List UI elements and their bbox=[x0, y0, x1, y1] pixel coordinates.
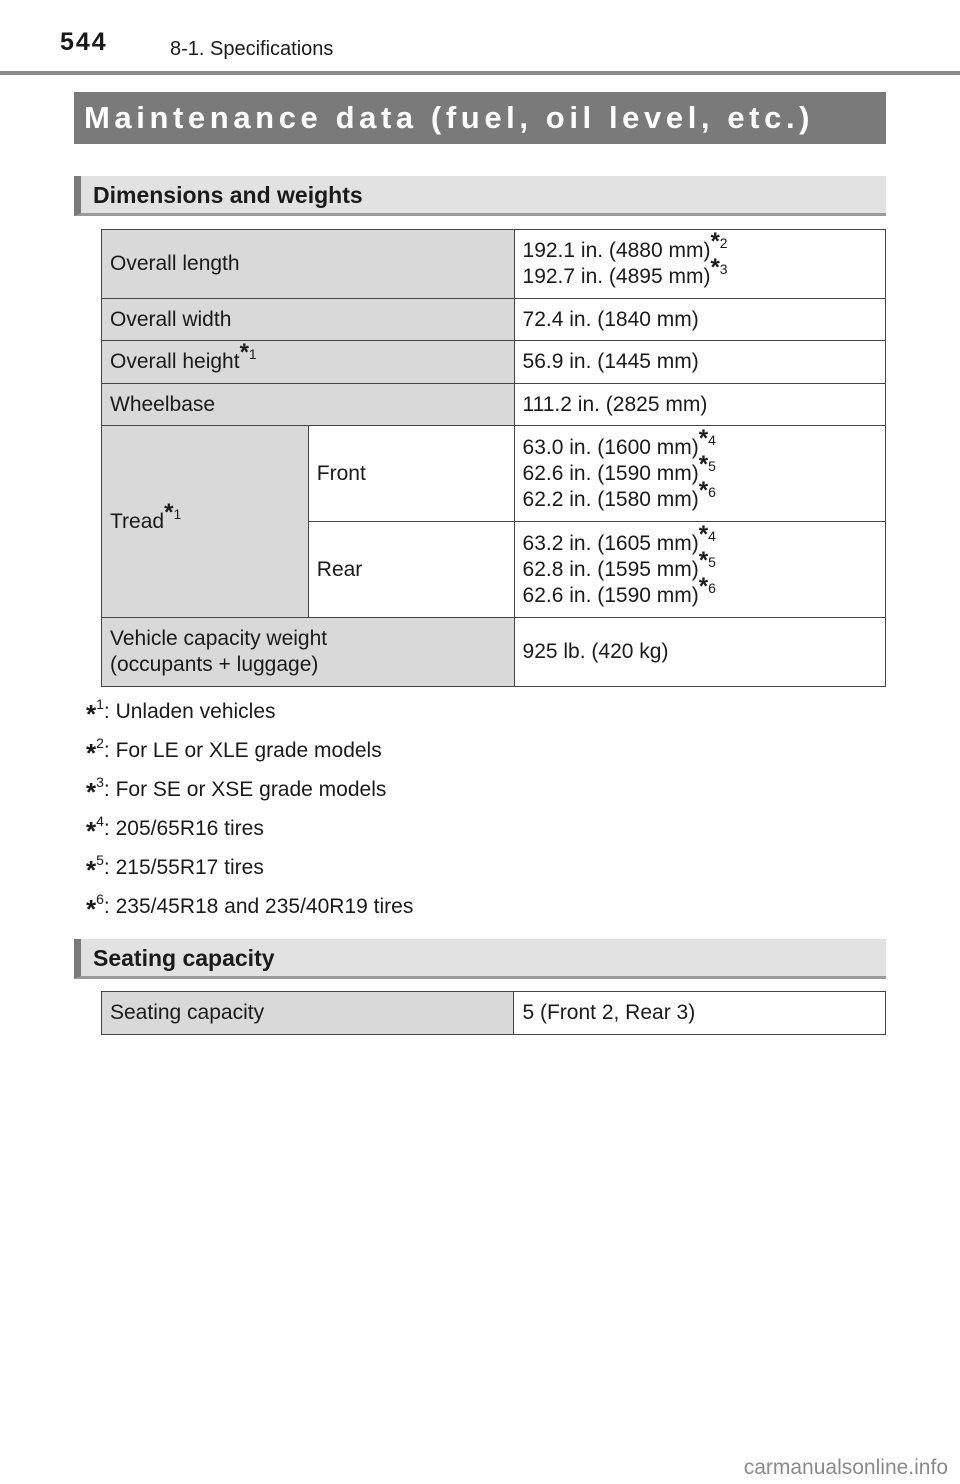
footnote-text: : Unladen vehicles bbox=[103, 700, 276, 723]
footnote-ref: 6 bbox=[708, 483, 716, 500]
footnote-ref: 2 bbox=[719, 235, 728, 251]
table-row bbox=[102, 384, 886, 426]
footnote-item bbox=[86, 848, 413, 887]
footnote-number: 4 bbox=[96, 813, 104, 829]
wheelbase-label: Wheelbase bbox=[102, 384, 515, 426]
footnote-ref: 5 bbox=[708, 553, 716, 570]
footnote-text: : For SE or XSE grade models bbox=[103, 778, 387, 801]
overall-height-label bbox=[102, 341, 515, 384]
footnote-asterisk: * bbox=[164, 498, 174, 526]
footnote-number: 1 bbox=[96, 696, 104, 712]
footnote-text: : 235/45R18 and 235/40R19 tires bbox=[103, 895, 414, 918]
seating-table bbox=[101, 991, 886, 1035]
footnote-ref: 3 bbox=[719, 261, 728, 277]
footnote-item bbox=[86, 692, 413, 731]
footnote-asterisk: * bbox=[239, 339, 249, 366]
footnote-item bbox=[86, 731, 413, 770]
footnote-asterisk: * bbox=[698, 546, 709, 574]
footnote-ref: 4 bbox=[708, 527, 716, 544]
dimensions-table bbox=[101, 229, 886, 687]
footnote-text: : 215/55R17 tires bbox=[103, 856, 264, 879]
seating-capacity-label: Seating capacity bbox=[102, 992, 514, 1035]
tread-front-value-2: 62.6 in. (1590 mm) bbox=[522, 461, 699, 485]
capacity-weight-value: 925 lb. (420 kg) bbox=[514, 618, 885, 687]
footnote-number: 6 bbox=[96, 891, 104, 907]
footnote-asterisk: * bbox=[86, 893, 97, 924]
overall-length-value bbox=[514, 230, 885, 299]
footnote-asterisk: * bbox=[698, 476, 709, 504]
footnote-asterisk: * bbox=[86, 737, 97, 768]
footnote-asterisk: * bbox=[698, 572, 709, 600]
table-row bbox=[102, 341, 886, 384]
tread-front-value-3: 62.2 in. (1580 mm) bbox=[522, 487, 699, 511]
overall-height-label-text: Overall height bbox=[110, 350, 240, 373]
table-row bbox=[102, 230, 886, 299]
capacity-weight-label-line-2: (occupants + luggage) bbox=[110, 653, 319, 676]
overall-length-value-1: 192.1 in. (4880 mm) bbox=[522, 239, 711, 262]
footnote-asterisk: * bbox=[710, 254, 720, 281]
table-row bbox=[102, 992, 886, 1035]
seating-heading: Seating capacity bbox=[74, 939, 886, 979]
overall-length-label: Overall length bbox=[102, 230, 515, 299]
footnote-ref: 6 bbox=[708, 579, 716, 596]
footnotes-list bbox=[86, 692, 413, 926]
tread-rear-label: Rear bbox=[308, 522, 514, 618]
tread-rear-value-3: 62.6 in. (1590 mm) bbox=[522, 583, 699, 607]
footnote-number: 2 bbox=[96, 735, 104, 751]
footnote-ref: 5 bbox=[708, 457, 716, 474]
wheelbase-value: 111.2 in. (2825 mm) bbox=[514, 384, 885, 426]
footnote-asterisk: * bbox=[86, 776, 97, 807]
capacity-weight-label bbox=[102, 618, 515, 687]
footnote-ref: 4 bbox=[708, 431, 716, 448]
footnote-asterisk: * bbox=[710, 228, 720, 255]
section-reference: 8-1. Specifications bbox=[170, 38, 334, 60]
footnote-text: : For LE or XLE grade models bbox=[103, 739, 382, 762]
footnote-text: : 205/65R16 tires bbox=[103, 817, 264, 840]
footnote-item bbox=[86, 770, 413, 809]
footnote-asterisk: * bbox=[698, 424, 709, 452]
tread-rear-value-1: 63.2 in. (1605 mm) bbox=[522, 531, 699, 555]
tread-front-label: Front bbox=[308, 426, 514, 522]
footnote-asterisk: * bbox=[698, 520, 709, 548]
overall-height-value: 56.9 in. (1445 mm) bbox=[514, 341, 885, 384]
footnote-asterisk: * bbox=[698, 450, 709, 478]
overall-width-label: Overall width bbox=[102, 299, 515, 341]
dimensions-heading: Dimensions and weights bbox=[74, 176, 886, 216]
footnote-number: 3 bbox=[96, 774, 104, 790]
watermark: carmanualsonline.info bbox=[743, 1456, 948, 1479]
footnote-asterisk: * bbox=[86, 854, 97, 885]
seating-capacity-value: 5 (Front 2, Rear 3) bbox=[514, 992, 886, 1035]
footnote-ref: 1 bbox=[173, 505, 182, 522]
footnote-asterisk: * bbox=[86, 815, 97, 846]
overall-width-value: 72.4 in. (1840 mm) bbox=[514, 299, 885, 341]
table-row bbox=[102, 618, 886, 687]
tread-label-text: Tread bbox=[110, 509, 165, 533]
tread-label bbox=[102, 426, 309, 618]
header-rule bbox=[0, 71, 960, 75]
tread-front-value-1: 63.0 in. (1600 mm) bbox=[522, 435, 699, 459]
footnote-asterisk: * bbox=[86, 698, 97, 729]
table-row bbox=[102, 299, 886, 341]
footnote-item bbox=[86, 887, 413, 926]
page-number: 544 bbox=[60, 28, 108, 56]
tread-rear-value bbox=[514, 522, 885, 618]
table-row bbox=[102, 426, 886, 522]
capacity-weight-label-line-1: Vehicle capacity weight bbox=[110, 627, 328, 650]
footnote-number: 5 bbox=[96, 852, 104, 868]
footnote-item bbox=[86, 809, 413, 848]
footnote-ref: 1 bbox=[248, 346, 257, 362]
tread-rear-value-2: 62.8 in. (1595 mm) bbox=[522, 557, 699, 581]
tread-front-value bbox=[514, 426, 885, 522]
main-banner-title: Maintenance data (fuel, oil level, etc.) bbox=[74, 92, 886, 144]
overall-length-value-2: 192.7 in. (4895 mm) bbox=[522, 265, 711, 288]
